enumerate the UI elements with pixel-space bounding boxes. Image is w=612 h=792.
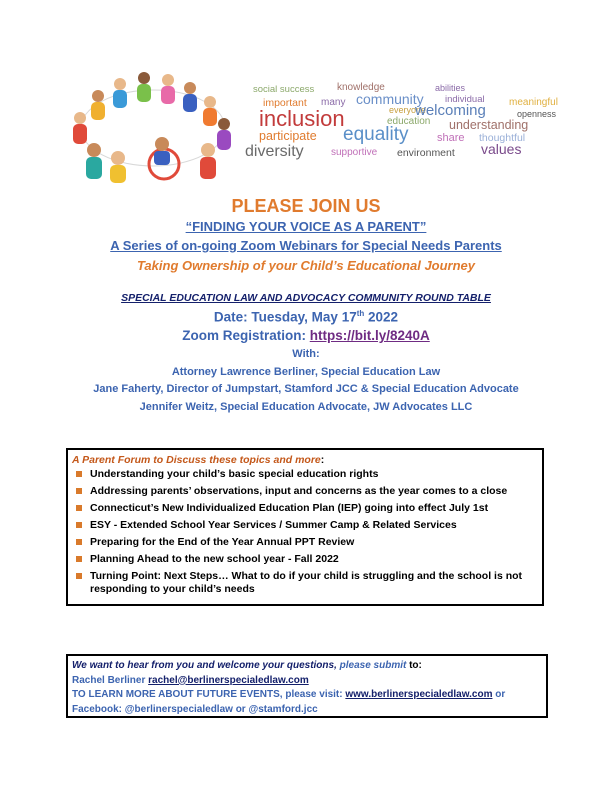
word-many: many [321, 97, 346, 108]
child-figure [161, 74, 175, 104]
word-community: community [356, 91, 424, 107]
word-welcoming: welcoming [415, 102, 486, 119]
forum-topic-list [72, 468, 538, 596]
please-join-heading: PLEASE JOIN US [231, 196, 381, 216]
child-figure [110, 151, 126, 183]
square-bullet-icon [76, 556, 82, 562]
word-supportive: supportive [331, 147, 378, 158]
word-thoughtful: thoughtful [479, 132, 526, 144]
child-figure [73, 112, 87, 144]
word-understanding: understanding [449, 118, 529, 132]
zoom-registration [0, 328, 612, 343]
word-openness: openness [517, 109, 557, 119]
topic-text: Connecticut’s New Individualized Education Plan (IEP) going into effect July 1st [90, 502, 489, 514]
square-bullet-icon [76, 573, 82, 579]
contact-intro-text: We want to hear from you and welcome your questions, [72, 660, 337, 671]
word-meaningful: meaningful [509, 97, 558, 108]
facebook-line: Facebook: @berlinerspecialedlaw or @stamford.jcc [72, 703, 318, 715]
round-table-title: SPECIAL EDUCATION LAW AND ADVOCACY COMMUNITY ROUND TABLE [121, 292, 491, 304]
future-events-line [72, 688, 542, 703]
contact-intro [72, 659, 542, 674]
date-prefix: Date: Tuesday, May 17 [213, 309, 357, 325]
presenter-3: Jennifer Weitz, Special Education Advocate, JW Advocates LLC [139, 401, 473, 413]
forum-title-text: A Parent Forum to Discuss these topics and more [72, 454, 321, 466]
forum-topic-item [72, 468, 538, 481]
word-education: education [387, 116, 431, 127]
contact-email-link[interactable]: rachel@berlinerspecialedlaw.com [148, 674, 309, 686]
word-knowledge: knowledge [337, 82, 385, 93]
topic-text: Understanding your child’s basic special education rights [90, 468, 379, 480]
contact-email-line [72, 674, 542, 689]
child-figure [200, 143, 216, 179]
contact-please-submit: please submit [336, 660, 407, 671]
square-bullet-icon [76, 471, 82, 477]
word-important: important [263, 97, 307, 109]
word-diversity: diversity [245, 143, 304, 160]
presenter-1: Attorney Lawrence Berliner, Special Education Law [171, 366, 441, 378]
forum-topic-item [72, 536, 538, 549]
website-link[interactable]: www.berlinerspecialedlaw.com [345, 689, 493, 700]
square-bullet-icon [76, 505, 82, 511]
zoom-registration-link[interactable]: https://bit.ly/8240A [309, 328, 430, 343]
wheelchair-icon [149, 137, 179, 179]
contact-name: Rachel Berliner [72, 674, 149, 686]
forum-topic-item [72, 519, 538, 532]
series-subtitle: A Series of on-going Zoom Webinars for Special Needs Parents [110, 238, 502, 253]
zoom-label: Zoom Registration: [182, 328, 310, 343]
contact-box [66, 654, 548, 718]
forum-topic-item [72, 485, 538, 498]
forum-title [72, 454, 538, 466]
word-abilities: abilities [435, 83, 466, 93]
child-figure [183, 82, 197, 112]
topic-text: Preparing for the End of the Year Annual PPT Review [90, 536, 355, 548]
word-everyone: everyone [389, 105, 427, 115]
word-values: values [481, 141, 522, 157]
child-figure [203, 96, 217, 126]
with-label: With: [292, 348, 320, 360]
event-date [0, 309, 612, 325]
square-bullet-icon [76, 488, 82, 494]
word-social-success: social success [253, 84, 315, 95]
forum-topic-item [72, 502, 538, 515]
word-cloud [245, 76, 585, 166]
topic-text: Planning Ahead to the new school year - Fall 2022 [90, 553, 339, 565]
forum-topic-item [72, 570, 538, 596]
word-environment: environment [397, 147, 455, 159]
child-figure [137, 72, 151, 102]
topic-text: Turning Point: Next Steps… What to do if your child is struggling and the school is not responding to your child’s needs [90, 570, 523, 595]
presenter-2: Jane Faherty, Director of Jumpstart, Stamford JCC & Special Education Advocate [93, 383, 519, 395]
date-suffix-sup: th [356, 309, 365, 318]
forum-title-colon: : [320, 454, 325, 466]
topic-text: ESY - Extended School Year Services / Summer Camp & Related Services [90, 519, 457, 531]
child-figure [86, 143, 102, 179]
child-figure [217, 118, 231, 150]
forum-topic-item [72, 553, 538, 566]
square-bullet-icon [76, 522, 82, 528]
ownership-tagline: Taking Ownership of your Child’s Educational Journey [136, 258, 476, 273]
child-figure [91, 90, 105, 120]
word-share: share [437, 132, 465, 144]
word-equality: equality [343, 124, 409, 145]
children-circle-illustration [58, 66, 248, 186]
word-inclusion: inclusion [259, 106, 345, 131]
word-participate: participate [259, 129, 317, 143]
future-events-text: TO LEARN MORE ABOUT FUTURE EVENTS, please visit: [72, 689, 346, 700]
child-figure [113, 78, 127, 108]
contact-to: to: [406, 660, 422, 671]
word-individual: individual [445, 94, 485, 105]
forum-topics-box [66, 448, 544, 606]
square-bullet-icon [76, 539, 82, 545]
future-events-or: or [492, 689, 506, 700]
date-year: 2022 [364, 309, 399, 325]
topic-text: Addressing parents’ observations, input and concerns as the year comes to a close [90, 485, 508, 497]
finding-voice-title: “FINDING YOUR VOICE AS A PARENT” [185, 219, 427, 234]
